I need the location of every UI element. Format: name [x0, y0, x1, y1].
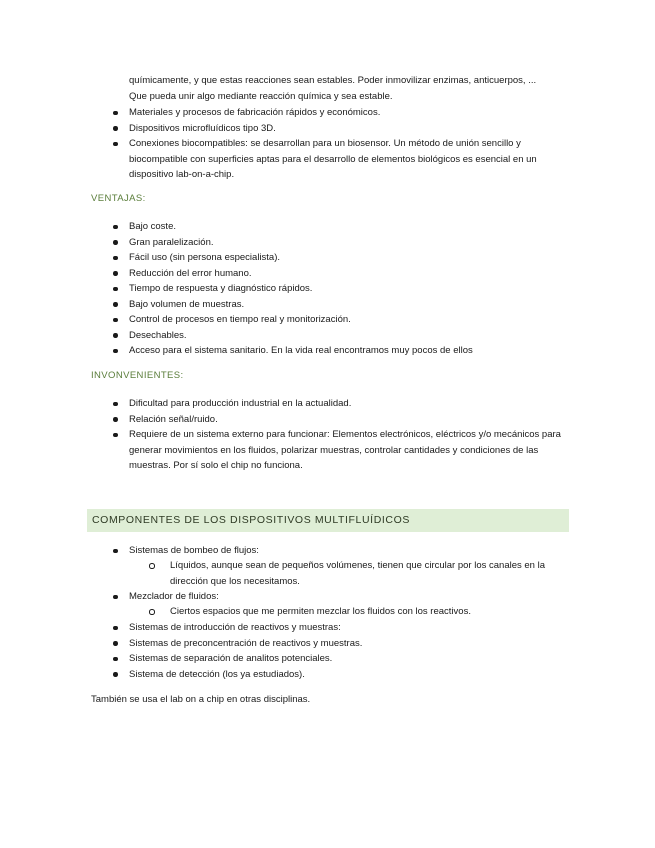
mezclador-sublist	[149, 604, 569, 620]
list-item: Desechables.	[112, 328, 570, 344]
list-item: Tiempo de respuesta y diagnóstico rápidos.	[112, 281, 570, 297]
bombeo-sublist	[149, 558, 569, 589]
list-item: Conexiones biocompatibles: se desarrollan para un biosensor. Un método de unión sencillo y biocompatible con superficies aptas para el desarrollo de elementos biológicos es esencial en un dispositivo lab-on-a-chip.	[112, 136, 570, 183]
list-item: Sistemas de introducción de reactivos y muestras:	[112, 620, 570, 636]
list-item: Control de procesos en tiempo real y monitorización.	[112, 312, 570, 328]
section-title: COMPONENTES DE LOS DISPOSITIVOS MULTIFLUÍDICOS	[92, 514, 410, 526]
intro-line: Que pueda unir algo mediante reacción química y sea estable.	[129, 90, 393, 102]
componentes-list-c	[112, 620, 570, 682]
list-item: Dispositivos microfluídicos tipo 3D.	[112, 121, 570, 137]
list-item: Dificultad para producción industrial en la actualidad.	[112, 396, 570, 412]
inconvenientes-list	[112, 396, 570, 474]
list-item: Fácil uso (sin persona especialista).	[112, 250, 570, 266]
list-item: Sistemas de bombeo de flujos:	[112, 543, 570, 559]
list-item: Relación señal/ruido.	[112, 412, 570, 428]
list-item: Requiere de un sistema externo para funcionar: Elementos electrónicos, eléctricos y/o mecánicos para generar movimientos en los fluidos, polarizar muestras, controlar cantidades y condiciones de las muestras. Por sí solo el chip no funciona.	[112, 427, 570, 474]
list-item: Sistema de detección (los ya estudiados).	[112, 667, 570, 683]
ventajas-heading: VENTAJAS:	[91, 193, 146, 204]
closing-paragraph: También se usa el lab on a chip en otras disciplinas.	[91, 694, 311, 705]
inconvenientes-heading: INVONVENIENTES:	[91, 370, 184, 381]
componentes-list-a	[112, 543, 570, 559]
ventajas-list	[112, 219, 570, 359]
list-item: Sistemas de separación de analitos potenciales.	[112, 651, 570, 667]
sub-list-item: Líquidos, aunque sean de pequeños volúmenes, tienen que circular por los canales en la dirección que los necesitamos.	[149, 558, 569, 589]
sub-list-item: Ciertos espacios que me permiten mezclar los fluidos con los reactivos.	[149, 604, 569, 620]
list-item: Acceso para el sistema sanitario. En la vida real encontramos muy pocos de ellos	[112, 343, 570, 359]
list-item: Materiales y procesos de fabricación rápidos y económicos.	[112, 105, 570, 121]
list-item: Bajo coste.	[112, 219, 570, 235]
section-header-bar	[87, 509, 569, 532]
top-bullet-list	[112, 105, 570, 183]
list-item: Gran paralelización.	[112, 235, 570, 251]
list-item: Bajo volumen de muestras.	[112, 297, 570, 313]
intro-line: químicamente, y que estas reacciones sean estables. Poder inmovilizar enzimas, anticuerpos, ...	[129, 75, 537, 86]
list-item: Reducción del error humano.	[112, 266, 570, 282]
intro-paragraph	[129, 73, 569, 104]
componentes-list-b	[112, 589, 570, 605]
list-item: Mezclador de fluidos:	[112, 589, 570, 605]
list-item: Sistemas de preconcentración de reactivos y muestras.	[112, 636, 570, 652]
